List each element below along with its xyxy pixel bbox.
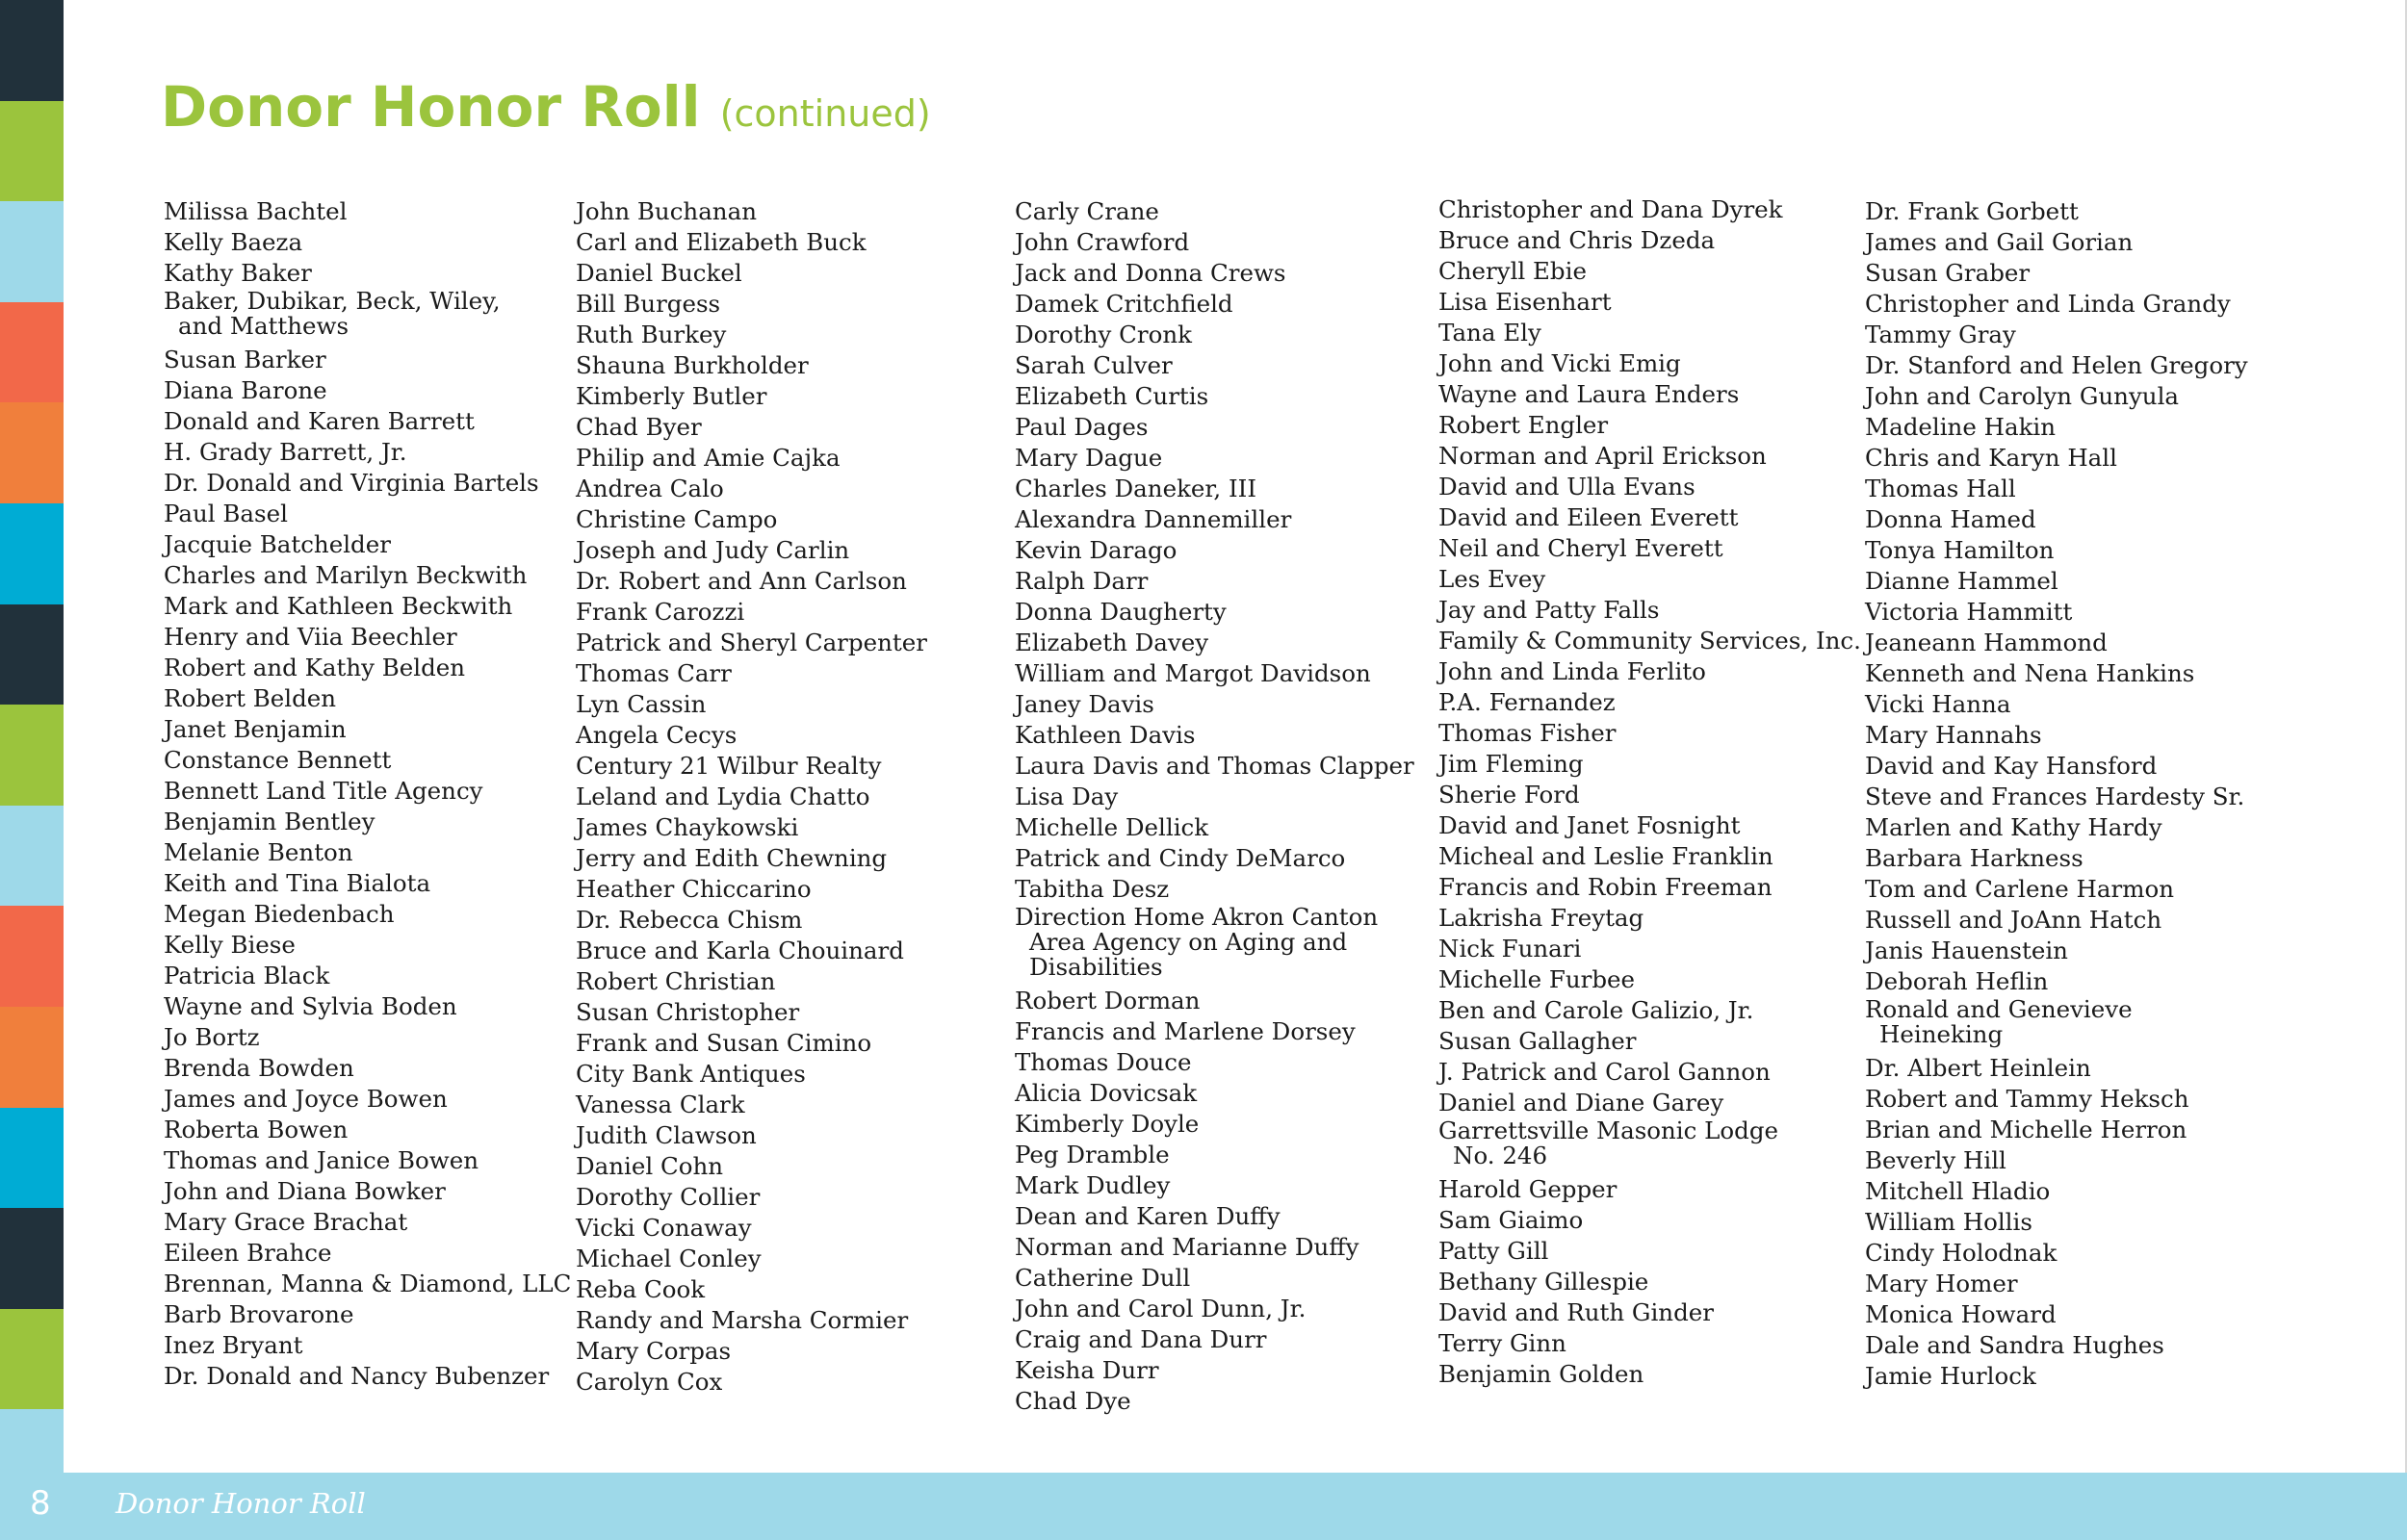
donor-name: Vicki Conaway — [576, 1214, 752, 1242]
donor-name: Robert Christian — [576, 967, 776, 995]
donor-name: Victoria Hammitt — [1865, 598, 2073, 626]
donor-name: Frank and Susan Cimino — [576, 1029, 872, 1057]
donor-column-4 — [1438, 194, 1861, 1390]
donor-name: Angela Cecys — [576, 721, 738, 749]
donor-name: Robert and Tammy Heksch — [1865, 1085, 2189, 1113]
donor-name: Bennett Land Title Agency — [164, 777, 483, 805]
donor-name: Jo Bortz — [164, 1023, 260, 1051]
donor-name: Carl and Elizabeth Buck — [576, 228, 867, 256]
donor-name: Tana Ely — [1438, 319, 1541, 346]
donor-name: James Chaykowski — [576, 813, 799, 841]
donor-name: Craig and Dana Durr — [1015, 1325, 1267, 1353]
donor-name: Benjamin Bentley — [164, 808, 375, 835]
color-stripe-orange — [0, 402, 64, 503]
donor-column-2 — [576, 196, 927, 1398]
donor-name: Daniel and Diane Garey — [1438, 1089, 1724, 1116]
donor-name: Mary Hannahs — [1865, 721, 2042, 749]
page-title-suffix: (continued) — [719, 92, 931, 135]
donor-name — [1015, 905, 1414, 986]
donor-name: Bruce and Chris Dzeda — [1438, 226, 1716, 254]
donor-name — [1865, 997, 2248, 1053]
donor-name: Leland and Lydia Chatto — [576, 783, 870, 810]
donor-name: Lisa Day — [1015, 783, 1119, 810]
donor-name: Sherie Ford — [1438, 781, 1580, 808]
donor-name: William Hollis — [1865, 1208, 2032, 1236]
donor-name: Family & Community Services, Inc. — [1438, 627, 1861, 654]
donor-name: James and Joyce Bowen — [164, 1085, 448, 1113]
donor-column-3 — [1015, 196, 1414, 1417]
donor-name: Mary Homer — [1865, 1270, 2018, 1297]
donor-name: Chad Byer — [576, 413, 702, 441]
color-stripe-red — [0, 906, 64, 1007]
donor-name: Michael Conley — [576, 1245, 762, 1272]
donor-name: Kathy Baker — [164, 259, 312, 287]
page-title-text: Donor Honor Roll — [161, 74, 701, 140]
donor-name: David and Eileen Everett — [1438, 503, 1739, 531]
donor-name: Deborah Heflin — [1865, 967, 2049, 995]
donor-name: Megan Biedenbach — [164, 900, 395, 928]
donor-name: Dr. Frank Gorbett — [1865, 197, 2079, 225]
donor-name: Frank Carozzi — [576, 598, 745, 626]
donor-name: Barb Brovarone — [164, 1300, 354, 1328]
page-number: 8 — [30, 1484, 51, 1523]
donor-name: Kevin Darago — [1015, 536, 1178, 564]
donor-name: Dr. Albert Heinlein — [1865, 1054, 2091, 1082]
donor-name: Thomas Fisher — [1438, 719, 1617, 747]
donor-name: Reba Cook — [576, 1275, 706, 1303]
color-stripe-blue — [0, 503, 64, 604]
donor-name: Monica Howard — [1865, 1300, 2057, 1328]
donor-name: Ruth Burkey — [576, 321, 727, 348]
donor-name: Kimberly Butler — [576, 382, 767, 410]
donor-name: Mark and Kathleen Beckwith — [164, 592, 513, 620]
donor-name: City Bank Antiques — [576, 1060, 806, 1088]
color-stripe-blue — [0, 1108, 64, 1209]
donor-name: John and Carol Dunn, Jr. — [1015, 1295, 1307, 1322]
donor-name: Lyn Cassin — [576, 690, 707, 718]
donor-name: Dr. Donald and Virginia Bartels — [164, 469, 539, 497]
donor-name: Judith Clawson — [576, 1121, 757, 1149]
donor-name: Jeaneann Hammond — [1865, 629, 2108, 656]
donor-name: Mark Dudley — [1015, 1171, 1171, 1199]
donor-name: Brenda Bowden — [164, 1054, 354, 1082]
donor-name: Tonya Hamilton — [1865, 536, 2055, 564]
donor-name: Patty Gill — [1438, 1237, 1549, 1265]
color-stripe-lightblue — [0, 201, 64, 302]
donor-name: Kathleen Davis — [1015, 721, 1196, 749]
donor-name: Keith and Tina Bialota — [164, 869, 431, 897]
donor-name: Carolyn Cox — [576, 1368, 723, 1396]
footer-bar — [0, 1473, 2407, 1540]
donor-name: Dr. Stanford and Helen Gregory — [1865, 351, 2248, 379]
donor-name: Randy and Marsha Cormier — [576, 1306, 909, 1334]
donor-name-line: Area Agency on Aging and — [1029, 928, 1348, 956]
donor-name: Francis and Marlene Dorsey — [1015, 1017, 1356, 1045]
donor-name: Cindy Holodnak — [1865, 1239, 2058, 1267]
donor-name: Carly Crane — [1015, 197, 1159, 225]
donor-name: Daniel Cohn — [576, 1152, 724, 1180]
color-stripe-green — [0, 1309, 64, 1410]
donor-name: Bethany Gillespie — [1438, 1268, 1649, 1296]
donor-name: Jamie Hurlock — [1865, 1362, 2036, 1390]
donor-name: Jack and Donna Crews — [1015, 259, 1286, 287]
footer-title: Donor Honor Roll — [116, 1487, 366, 1520]
donor-name — [164, 289, 571, 345]
donor-name: Marlen and Kathy Hardy — [1865, 813, 2162, 841]
donor-name: Dale and Sandra Hughes — [1865, 1331, 2164, 1359]
donor-name: Paul Basel — [164, 500, 288, 527]
donor-name: Century 21 Wilbur Realty — [576, 752, 882, 780]
donor-name: Robert Belden — [164, 684, 337, 712]
donor-name: Christopher and Linda Grandy — [1865, 290, 2231, 318]
donor-name-line: Baker, Dubikar, Beck, Wiley, — [164, 287, 501, 315]
donor-name: Thomas Douce — [1015, 1048, 1192, 1076]
donor-name: Tabitha Desz — [1015, 875, 1170, 903]
donor-name: Constance Bennett — [164, 746, 392, 774]
donor-name: Janet Benjamin — [164, 715, 347, 743]
donor-name: Mary Dague — [1015, 444, 1163, 472]
donor-name: Mary Grace Brachat — [164, 1208, 408, 1236]
donor-name: J. Patrick and Carol Gannon — [1438, 1058, 1771, 1086]
donor-name: Eileen Brahce — [164, 1239, 332, 1267]
donor-name: Kimberly Doyle — [1015, 1110, 1200, 1138]
donor-name: Laura Davis and Thomas Clapper — [1015, 752, 1414, 780]
donor-name: Mitchell Hladio — [1865, 1177, 2051, 1205]
donor-name: Norman and April Erickson — [1438, 442, 1767, 470]
donor-name: Patricia Black — [164, 962, 330, 989]
donor-name: Elizabeth Davey — [1015, 629, 1209, 656]
donor-name: Diana Barone — [164, 376, 327, 404]
donor-name: Steve and Frances Hardesty Sr. — [1865, 783, 2245, 810]
donor-name: Jacquie Batchelder — [164, 530, 391, 558]
donor-name: David and Ulla Evans — [1438, 473, 1695, 500]
donor-name: Thomas and Janice Bowen — [164, 1146, 479, 1174]
color-stripe-navy — [0, 1208, 64, 1309]
donor-name: Paul Dages — [1015, 413, 1149, 441]
donor-name: Christopher and Dana Dyrek — [1438, 195, 1783, 223]
donor-name: Vicki Hanna — [1865, 690, 2011, 718]
donor-name: Lisa Eisenhart — [1438, 288, 1612, 316]
donor-name: John Buchanan — [576, 197, 757, 225]
color-stripe-green — [0, 705, 64, 806]
color-stripe-bar — [0, 0, 64, 1540]
color-stripe-navy — [0, 604, 64, 706]
donor-name: Wayne and Sylvia Boden — [164, 992, 457, 1020]
donor-name: Kelly Biese — [164, 931, 296, 959]
donor-name: Wayne and Laura Enders — [1438, 380, 1740, 408]
donor-name: Catherine Dull — [1015, 1264, 1191, 1292]
donor-name: Les Evey — [1438, 565, 1546, 593]
donor-name: Donald and Karen Barrett — [164, 407, 475, 435]
donor-name: Dorothy Collier — [576, 1183, 761, 1211]
donor-name: Brian and Michelle Herron — [1865, 1116, 2187, 1143]
donor-name: Terry Ginn — [1438, 1329, 1566, 1357]
donor-name-line: Direction Home Akron Canton — [1015, 903, 1379, 931]
donor-name: Susan Christopher — [576, 998, 800, 1026]
donor-name: Ben and Carole Galizio, Jr. — [1438, 996, 1754, 1024]
donor-name: Patrick and Sheryl Carpenter — [576, 629, 927, 656]
donor-name: Tom and Carlene Harmon — [1865, 875, 2174, 903]
donor-name: Francis and Robin Freeman — [1438, 873, 1773, 901]
donor-name: Daniel Buckel — [576, 259, 742, 287]
donor-column-1 — [164, 196, 571, 1392]
donor-name-line: Garrettsville Masonic Lodge — [1438, 1116, 1779, 1144]
donor-name-line: Heineking — [1879, 1020, 2004, 1048]
donor-name: Neil and Cheryl Everett — [1438, 534, 1723, 562]
donor-name-line: and Matthews — [178, 312, 349, 340]
donor-name: Milissa Bachtel — [164, 197, 348, 225]
donor-name: H. Grady Barrett, Jr. — [164, 438, 407, 466]
donor-name: Sam Giaimo — [1438, 1206, 1584, 1234]
donor-name: Keisha Durr — [1015, 1356, 1159, 1384]
donor-name: Harold Gepper — [1438, 1175, 1618, 1203]
donor-name: Brennan, Manna & Diamond, LLC — [164, 1270, 572, 1297]
donor-name: Kelly Baeza — [164, 228, 303, 256]
donor-name: Dianne Hammel — [1865, 567, 2058, 595]
donor-name: Damek Critchfield — [1015, 290, 1233, 318]
donor-name: John and Vicki Emig — [1438, 349, 1681, 377]
donor-name: William and Margot Davidson — [1015, 659, 1371, 687]
donor-name: Robert and Kathy Belden — [164, 654, 466, 681]
donor-name: Philip and Amie Cajka — [576, 444, 841, 472]
color-stripe-red — [0, 302, 64, 403]
donor-name: John Crawford — [1015, 228, 1190, 256]
page-title — [161, 73, 931, 147]
donor-name: Beverly Hill — [1865, 1146, 2006, 1174]
donor-name: Shauna Burkholder — [576, 351, 809, 379]
donor-name: James and Gail Gorian — [1865, 228, 2134, 256]
donor-name: Susan Gallagher — [1438, 1027, 1637, 1055]
donor-name: Cheryll Ebie — [1438, 257, 1587, 285]
donor-name: P.A. Fernandez — [1438, 688, 1616, 716]
donor-name: Michelle Dellick — [1015, 813, 1209, 841]
donor-name: Chris and Karyn Hall — [1865, 444, 2117, 472]
donor-name: Donna Daugherty — [1015, 598, 1227, 626]
donor-name: Tammy Gray — [1865, 321, 2016, 348]
donor-name: Jerry and Edith Chewning — [576, 844, 888, 872]
donor-name: John and Carolyn Gunyula — [1865, 382, 2180, 410]
donor-name: Jay and Patty Falls — [1438, 596, 1660, 624]
donor-name: Chad Dye — [1015, 1387, 1131, 1415]
donor-name: Michelle Furbee — [1438, 965, 1636, 993]
donor-name: Susan Graber — [1865, 259, 2031, 287]
donor-name: Dean and Karen Duffy — [1015, 1202, 1281, 1230]
donor-name: Kenneth and Nena Hankins — [1865, 659, 2195, 687]
donor-name: Madeline Hakin — [1865, 413, 2057, 441]
donor-name: Alexandra Dannemiller — [1015, 505, 1292, 533]
donor-name: Dr. Robert and Ann Carlson — [576, 567, 907, 595]
donor-name: Bruce and Karla Chouinard — [576, 937, 904, 964]
donor-name: Vanessa Clark — [576, 1091, 745, 1118]
donor-name: David and Ruth Ginder — [1438, 1298, 1714, 1326]
donor-name: Micheal and Leslie Franklin — [1438, 842, 1773, 870]
color-stripe-navy — [0, 0, 64, 101]
donor-name-line: Ronald and Genevieve — [1865, 995, 2133, 1023]
donor-name: Robert Engler — [1438, 411, 1609, 439]
donor-name: David and Kay Hansford — [1865, 752, 2158, 780]
donor-name: Benjamin Golden — [1438, 1360, 1644, 1388]
donor-name: Barbara Harkness — [1865, 844, 2083, 872]
donor-name: Peg Dramble — [1015, 1141, 1170, 1168]
donor-name: Donna Hamed — [1865, 505, 2036, 533]
donor-name: John and Diana Bowker — [164, 1177, 446, 1205]
donor-name: Charles Daneker, III — [1015, 475, 1257, 502]
donor-name: Dr. Donald and Nancy Bubenzer — [164, 1362, 550, 1390]
donor-name — [1438, 1118, 1861, 1174]
donor-name-line: No. 246 — [1453, 1142, 1548, 1169]
donor-name: Alicia Dovicsak — [1015, 1079, 1198, 1107]
donor-name: Janey Davis — [1015, 690, 1154, 718]
donor-name: Henry and Viia Beechler — [164, 623, 457, 651]
donor-name-line: Disabilities — [1029, 953, 1163, 981]
donor-name: Elizabeth Curtis — [1015, 382, 1209, 410]
donor-name: Sarah Culver — [1015, 351, 1173, 379]
color-stripe-orange — [0, 1007, 64, 1108]
donor-name: Patrick and Cindy DeMarco — [1015, 844, 1346, 872]
donor-name: Charles and Marilyn Beckwith — [164, 561, 528, 589]
donor-name: Dr. Rebecca Chism — [576, 906, 803, 934]
donor-name: Norman and Marianne Duffy — [1015, 1233, 1359, 1261]
donor-name: Andrea Calo — [576, 475, 724, 502]
donor-name: Heather Chiccarino — [576, 875, 812, 903]
donor-name: John and Linda Ferlito — [1438, 657, 1706, 685]
donor-name: Ralph Darr — [1015, 567, 1149, 595]
donor-name: Thomas Hall — [1865, 475, 2016, 502]
donor-name: Nick Funari — [1438, 935, 1582, 962]
donor-name: Dorothy Cronk — [1015, 321, 1192, 348]
donor-name: Thomas Carr — [576, 659, 732, 687]
donor-name: Susan Barker — [164, 346, 326, 373]
donor-name: Inez Bryant — [164, 1331, 303, 1359]
color-stripe-green — [0, 101, 64, 202]
donor-name: Mary Corpas — [576, 1337, 732, 1365]
donor-name: Jim Fleming — [1438, 750, 1584, 778]
donor-name: Bill Burgess — [576, 290, 721, 318]
donor-name: Joseph and Judy Carlin — [576, 536, 850, 564]
donor-name: Janis Hauenstein — [1865, 937, 2068, 964]
color-stripe-lightblue — [0, 806, 64, 907]
donor-name: Christine Campo — [576, 505, 778, 533]
donor-name: Melanie Benton — [164, 838, 353, 866]
donor-name: Robert Dorman — [1015, 987, 1201, 1014]
donor-name: Lakrisha Freytag — [1438, 904, 1644, 932]
donor-name: Roberta Bowen — [164, 1116, 349, 1143]
donor-name: David and Janet Fosnight — [1438, 811, 1741, 839]
donor-column-5 — [1865, 196, 2248, 1392]
donor-name: Russell and JoAnn Hatch — [1865, 906, 2162, 934]
